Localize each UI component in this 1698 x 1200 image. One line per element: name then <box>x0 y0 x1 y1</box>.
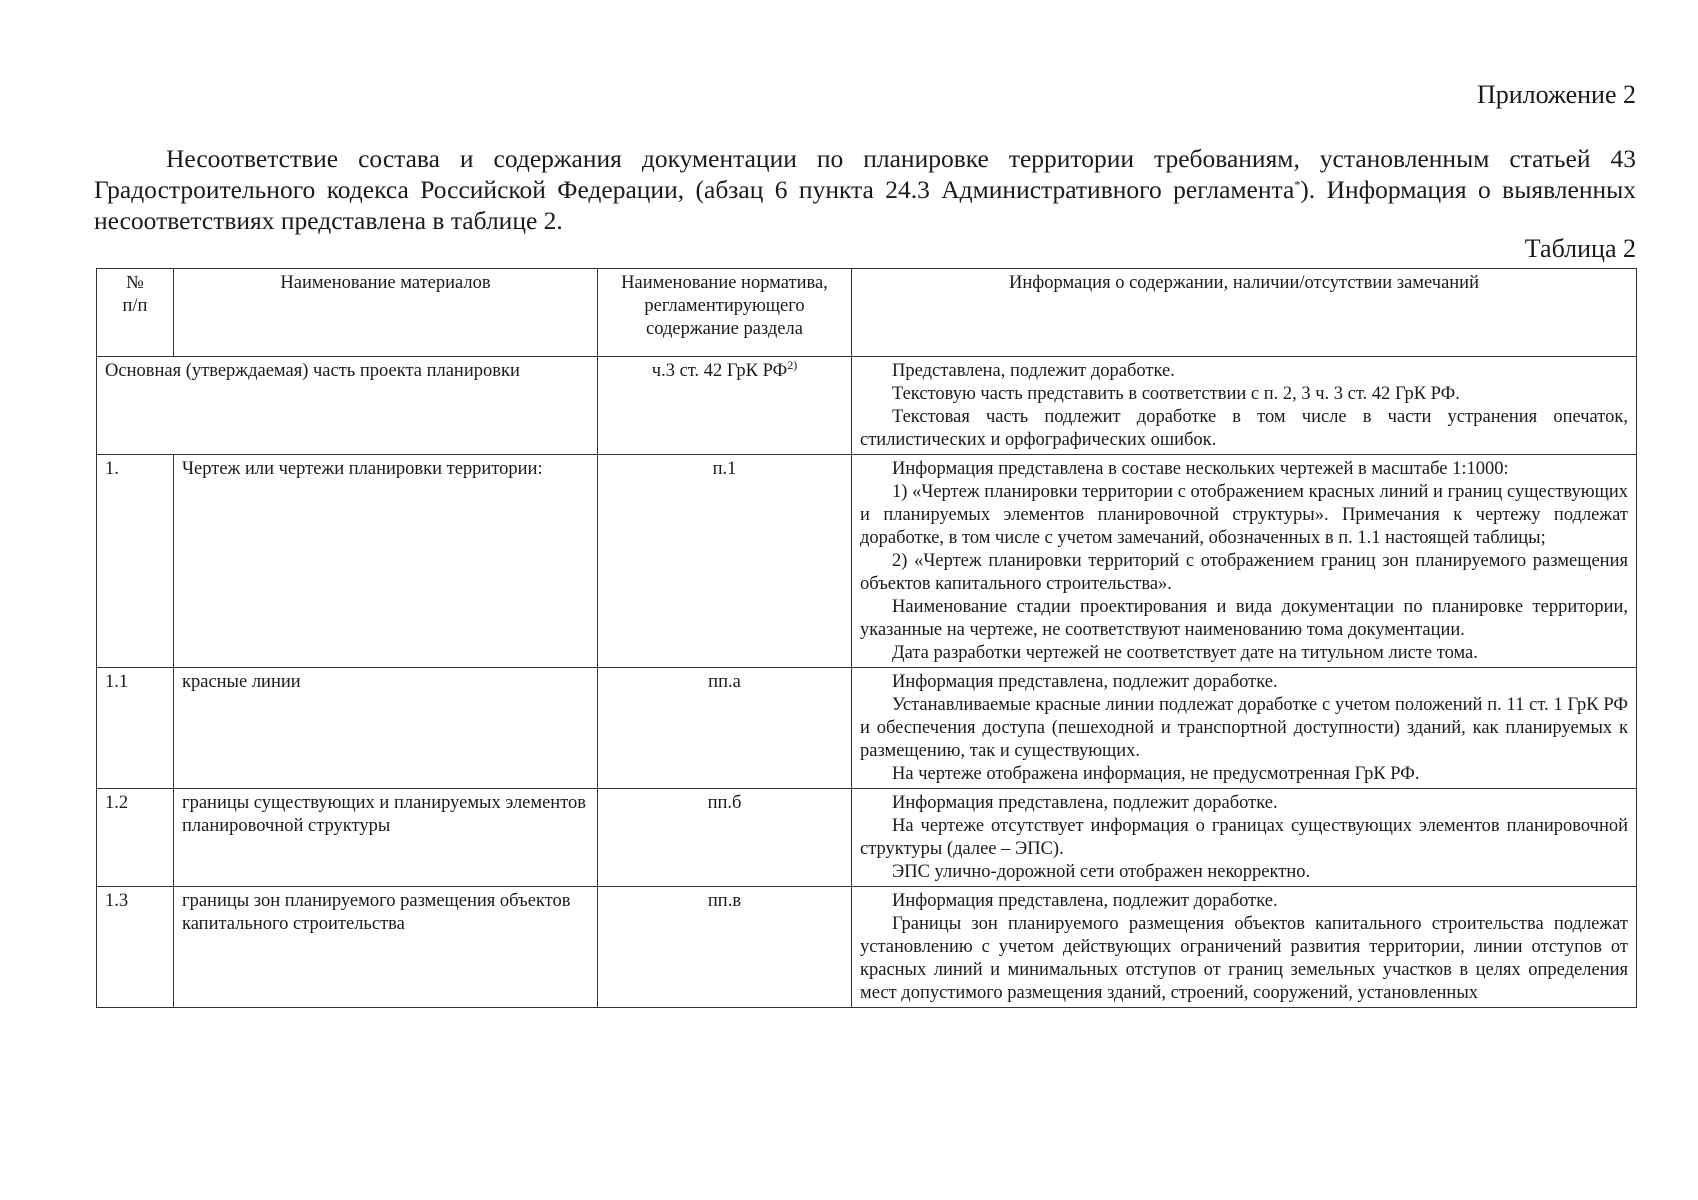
row-num: 1.2 <box>97 789 174 887</box>
row-info <box>852 887 1637 1008</box>
info-paragraph: 2) «Чертеж планировки территорий с отображением границ зон планируемого размещения объектов капитального строительства». <box>860 551 1628 594</box>
table-caption: Таблица 2 <box>1524 234 1636 263</box>
row-info <box>852 789 1637 887</box>
info-paragraph: Текстовую часть представить в соответствии с п. 2, 3 ч. 3 ст. 42 ГрК РФ. <box>892 384 1460 404</box>
section-info <box>852 357 1637 455</box>
row-name: границы зон планируемого размещения объектов капитального строительства <box>174 887 598 1008</box>
nonconformity-table <box>96 268 1637 1008</box>
table-header-row <box>97 269 1637 357</box>
info-paragraph: На чертеже отображена информация, не предусмотренная ГрК РФ. <box>892 764 1420 784</box>
header-num: № п/п <box>97 269 174 357</box>
info-paragraph: Текстовая часть подлежит доработке в том числе в части устранения опечаток, стилистических и орфографических ошибок. <box>860 407 1628 450</box>
section-norm-text: ч.3 ст. 42 ГрК РФ <box>651 361 788 381</box>
row-name: границы существующих и планируемых элементов планировочной структуры <box>174 789 598 887</box>
info-paragraph: Информация представлена, подлежит доработке. <box>892 672 1278 692</box>
info-paragraph: 1) «Чертеж планировки территории с отображением красных линий и границ существующих и планируемых элементов планировочной структуры». Примечания к чертежу подлежат доработке, в том числе с учетом замечаний, обозначенных в п. 1.1 настоящей таблицы; <box>860 482 1628 548</box>
row-name: Чертеж или чертежи планировки территории: <box>174 455 598 668</box>
row-norm: пп.в <box>598 887 852 1008</box>
row-info <box>852 668 1637 789</box>
info-paragraph: Дата разработки чертежей не соответствует дате на титульном листе тома. <box>892 643 1478 663</box>
table-row <box>97 668 1637 789</box>
row-num: 1.3 <box>97 887 174 1008</box>
table-row <box>97 887 1637 1008</box>
section-row <box>97 357 1637 455</box>
section-norm <box>598 357 852 455</box>
intro-footnote-mark: * <box>1294 177 1301 192</box>
table-row <box>97 789 1637 887</box>
row-num: 1. <box>97 455 174 668</box>
info-paragraph: Информация представлена в составе нескольких чертежей в масштабе 1:1000: <box>892 459 1509 479</box>
info-paragraph: Информация представлена, подлежит доработке. <box>892 793 1278 813</box>
header-norm: Наименование норматива, регламентирующего содержание раздела <box>598 269 852 357</box>
intro-paragraph <box>94 143 1636 236</box>
info-paragraph: Наименование стадии проектирования и вида документации по планировке территории, указанные на чертеже, не соответствуют наименованию тома документации. <box>860 597 1628 640</box>
row-num: 1.1 <box>97 668 174 789</box>
row-name: красные линии <box>174 668 598 789</box>
appendix-label: Приложение 2 <box>1476 80 1636 109</box>
info-paragraph: Устанавливаемые красные линии подлежат доработке с учетом положений п. 11 ст. 1 ГрК РФ и обеспечения доступа (пешеходной и транспортной доступности) зданий, как планируемых к размещению, так и существующих. <box>860 695 1628 761</box>
header-info: Информация о содержании, наличии/отсутствии замечаний <box>852 269 1637 357</box>
header-name: Наименование материалов <box>174 269 598 357</box>
info-paragraph: На чертеже отсутствует информация о границах существующих элементов планировочной структуры (далее – ЭПС). <box>860 816 1628 859</box>
row-info <box>852 455 1637 668</box>
table-row <box>97 455 1637 668</box>
info-paragraph: Представлена, подлежит доработке. <box>892 361 1175 381</box>
row-norm: пп.б <box>598 789 852 887</box>
intro-text-before: Несоответствие состава и содержания документации по планировке территории требованиям, установленным статьей 43 Градостроительного кодекса Российской Федерации, (абзац 6 пункта 24.3 Административного регламента <box>94 144 1636 204</box>
info-paragraph: Границы зон планируемого размещения объектов капитального строительства подлежат установлению с учетом действующих ограничений развития территории, линии отступов от красных линий и минимальных отступов от границ земельных участков в целях определения мест допустимого размещения зданий, строений, сооружений, установленных <box>860 914 1628 1003</box>
section-norm-sup: 2) <box>787 357 798 372</box>
info-paragraph: ЭПС улично-дорожной сети отображен некорректно. <box>892 862 1311 882</box>
row-norm: пп.а <box>598 668 852 789</box>
intro-text-after: ). Информация о выявленных несоответствиях представлена в таблице 2. <box>94 175 1636 235</box>
info-paragraph: Информация представлена, подлежит доработке. <box>892 891 1278 911</box>
section-name: Основная (утверждаемая) часть проекта планировки <box>97 357 598 455</box>
row-norm: п.1 <box>598 455 852 668</box>
